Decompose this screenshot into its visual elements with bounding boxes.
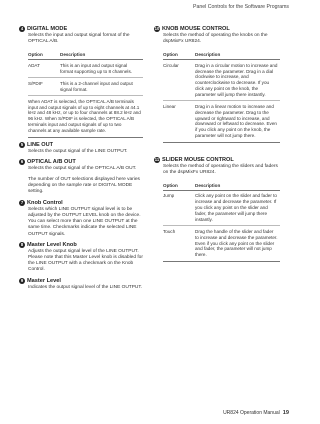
table-row — [163, 101, 280, 142]
table-row — [28, 96, 143, 137]
section-title-text: LINE OUT — [27, 141, 54, 148]
section-optical-out-title — [19, 159, 143, 165]
section-description: Selects the output signal of the OPTICAL A/B OUT. — [28, 165, 137, 171]
description-cell: Drag in a circular motion to increase and decrease the parameter. Drag in a dial clockwise to increase, and counterclockwise to decrease. If you click any point on the knob, the parameter will jump there instantly. — [195, 60, 280, 101]
table-row — [163, 226, 280, 261]
section-knob-mouse-control-title — [154, 26, 280, 32]
section-digital-mode-title — [19, 26, 143, 32]
section-number-badge: 8 — [20, 241, 24, 247]
section-slider-mouse-control-title — [154, 157, 280, 163]
section-master-level-knob-title — [19, 242, 143, 248]
table-header-option: Option — [28, 50, 60, 59]
description-cell: Drag the handle of the slider and fader to increase and decrease the parameter. Even if you click any point on the slider and fader, the parameter will not jump there. — [195, 226, 280, 261]
section-description: Selects the output signal of the LINE OUTPUT. — [28, 148, 128, 154]
table-header-description: Description — [60, 50, 143, 59]
section-description: Indicates the output signal level of the LINE OUTPUT. — [28, 284, 143, 290]
footer-manual-title: UR824 Operation Manual — [223, 410, 280, 416]
section-description: Adjusts the output signal level of the LINE OUTPUT. Please note that this Master Level knob is disabled for the LINE OUTPUT with a checkmark on the Knob Control. — [28, 248, 143, 273]
option-cell: Jump — [163, 190, 195, 225]
table-header-option: Option — [163, 181, 195, 190]
section-title-text: DIGITAL MODE — [27, 26, 68, 32]
section-number-badge: 11 — [154, 156, 160, 162]
table-row — [163, 190, 280, 225]
table-header-description: Description — [195, 50, 280, 59]
option-cell: S/PDIF — [28, 78, 60, 96]
left-column — [19, 22, 143, 291]
option-cell: Circular — [163, 60, 195, 101]
knob-mouse-control-table — [163, 50, 280, 142]
page-number: 19 — [282, 410, 289, 416]
option-cell: Touch — [163, 226, 195, 261]
table-header-option: Option — [163, 50, 195, 59]
section-number-badge: 10 — [154, 26, 160, 31]
option-cell: ADAT — [28, 60, 60, 78]
section-title-text: SLIDER MOUSE CONTROL — [162, 156, 234, 163]
section-title-text: KNOB MOUSE CONTROL — [162, 26, 230, 32]
section-number-badge: 6 — [20, 158, 24, 164]
section-description: Selects the method of operating the knobs on the dspMixFx UR824. — [163, 33, 268, 45]
right-column — [154, 22, 280, 265]
section-description: Selects the input and output signal format of the OPTICAL A/B. — [28, 33, 130, 45]
section-number-badge: 4 — [20, 26, 24, 31]
description-cell: This is a 2-channel input and output signal format. — [60, 78, 143, 96]
section-title-text: Knob Control — [27, 199, 63, 206]
section-description: Selects which LINE OUTPUT signal level is to be adjusted by the OUTPUT LEVEL knob on the device. You can select more than one LINE OUTPUT at the same time. Checkmarks indicate the selected LINE OUTPUT signals. — [28, 206, 141, 237]
section-knob-control-title — [19, 200, 143, 206]
section-number-badge: 7 — [20, 199, 24, 205]
section-line-out-title — [19, 142, 143, 148]
note-cell: When ADAT is selected, the OPTICAL A/B terminals input and output signals of up to eight channels at 44.1 kHz and 48 kHz, or up to four channels at 88.2 kHz and 96 kHz. When S/PDIF is selected, the OPTICAL A/B terminals input and output signals of up to two channels at any available sample rate. — [28, 96, 143, 137]
description-cell: This is an input and output signal format supporting up to 8 channels. — [60, 60, 143, 78]
slider-mouse-control-table — [163, 181, 280, 262]
description-cell: Click any point on the slider and fader to increase and decrease the parameter. If you click any point on the slider and fader, the parameter will jump there instantly. — [195, 190, 280, 225]
section-description: Selects the method of operating the sliders and faders on the dspMixFx UR824. — [163, 163, 278, 175]
table-row — [28, 78, 143, 96]
digital-mode-table — [28, 50, 143, 137]
option-cell: Linear — [163, 101, 195, 142]
section-master-level-title — [19, 278, 143, 284]
running-header: Panel Controls for the Software Programs — [192, 4, 289, 10]
section-title-text: Master Level Knob — [27, 241, 77, 248]
section-title-text: Master Level — [27, 277, 61, 284]
section-number-badge: 5 — [20, 141, 24, 147]
section-title-text: OPTICAL A/B OUT — [27, 158, 76, 165]
section-note: The number of OUT selections displayed here varies depending on the sample rate or DIGITAL MODE setting. — [28, 177, 140, 195]
section-number-badge: 9 — [20, 277, 24, 283]
page-footer — [223, 410, 289, 416]
description-cell: Drag in a linear motion to increase and decrease the parameter. Drag to the upward or rightward to increase, and downward or leftward to decrease. Even if you click any point on the knob, the parameter will not jump there. — [195, 101, 280, 142]
table-row — [28, 60, 143, 78]
table-header-description: Description — [195, 181, 280, 190]
table-row — [163, 60, 280, 101]
